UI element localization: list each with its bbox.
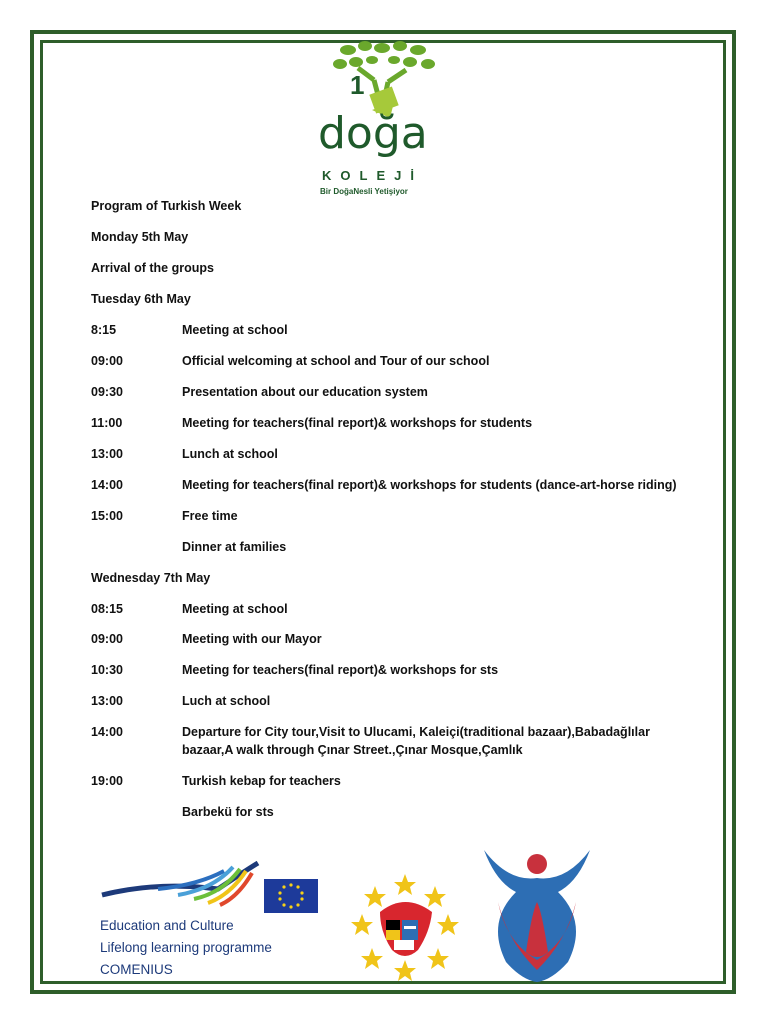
tuesday-activity: Free time [182, 509, 238, 523]
wednesday-activity: Turkish kebap for teachers [182, 774, 341, 788]
wednesday-activity: Barbekü for sts [182, 805, 274, 819]
eu-lifelong-learning-logo-icon [98, 855, 323, 925]
wednesday-time: 19:00 [91, 774, 123, 788]
tuesday-activity: Dinner at families [182, 540, 287, 554]
wednesday-activity: Meeting at school [182, 602, 288, 616]
tuesday-time: 11:00 [91, 416, 123, 430]
program-title: Program of Turkish Week [91, 199, 242, 213]
wednesday-time: 10:30 [91, 663, 123, 677]
comenius-partners-logo-icon [350, 872, 460, 982]
tuesday-time: 09:30 [91, 385, 123, 399]
tuesday-activity: Presentation about our education system [182, 385, 428, 399]
wednesday-activity: Luch at school [182, 694, 271, 708]
brand-name: doğa [318, 108, 428, 159]
monday-text: Arrival of the groups [91, 261, 214, 275]
tuesday-time: 14:00 [91, 478, 123, 492]
tuesday-heading: Tuesday 6th May [91, 292, 191, 306]
eu-text-line1: Education and Culture [100, 918, 234, 933]
tuesday-time: 13:00 [91, 447, 123, 461]
eu-text-line3: COMENIUS [100, 962, 173, 977]
tuesday-time: 8:15 [91, 323, 117, 337]
wednesday-activity: Departure for City tour,Visit to Ulucami, Kaleiçi(traditional bazaar),Babadağlılar [182, 725, 650, 739]
wednesday-heading: Wednesday 7th May [91, 571, 211, 585]
eu-text-line2: Lifelong learning programme [100, 940, 272, 955]
tuesday-activity: Meeting for teachers(final report)& workshops for students (dance-art-horse riding) [182, 478, 677, 492]
wednesday-activity-continued: bazaar,A walk through Çınar Street.,Çınar Mosque,Çamlık [182, 743, 523, 757]
wednesday-activity: Meeting for teachers(final report)& workshops for sts [182, 663, 499, 677]
wednesday-time: 14:00 [91, 725, 123, 739]
brand-slogan: Bir DoğaNesli Yetişiyor [320, 187, 408, 196]
logo-number: 1 [350, 70, 365, 100]
wednesday-time: 09:00 [91, 632, 123, 646]
brand-subtitle: KOLEJİ [322, 168, 423, 183]
tuesday-time: 09:00 [91, 354, 123, 368]
wednesday-time: 08:15 [91, 602, 123, 616]
tuesday-activity: Official welcoming at school and Tour of our school [182, 354, 490, 368]
tuesday-activity: Meeting at school [182, 323, 288, 337]
tuesday-activity: Lunch at school [182, 447, 278, 461]
tuesday-time: 15:00 [91, 509, 123, 523]
wednesday-activity: Meeting with our Mayor [182, 632, 322, 646]
tuesday-activity: Meeting for teachers(final report)& workshops for students [182, 416, 533, 430]
monday-heading: Monday 5th May [91, 230, 189, 244]
wednesday-time: 13:00 [91, 694, 123, 708]
youth-programmes-logo-icon [478, 842, 596, 984]
